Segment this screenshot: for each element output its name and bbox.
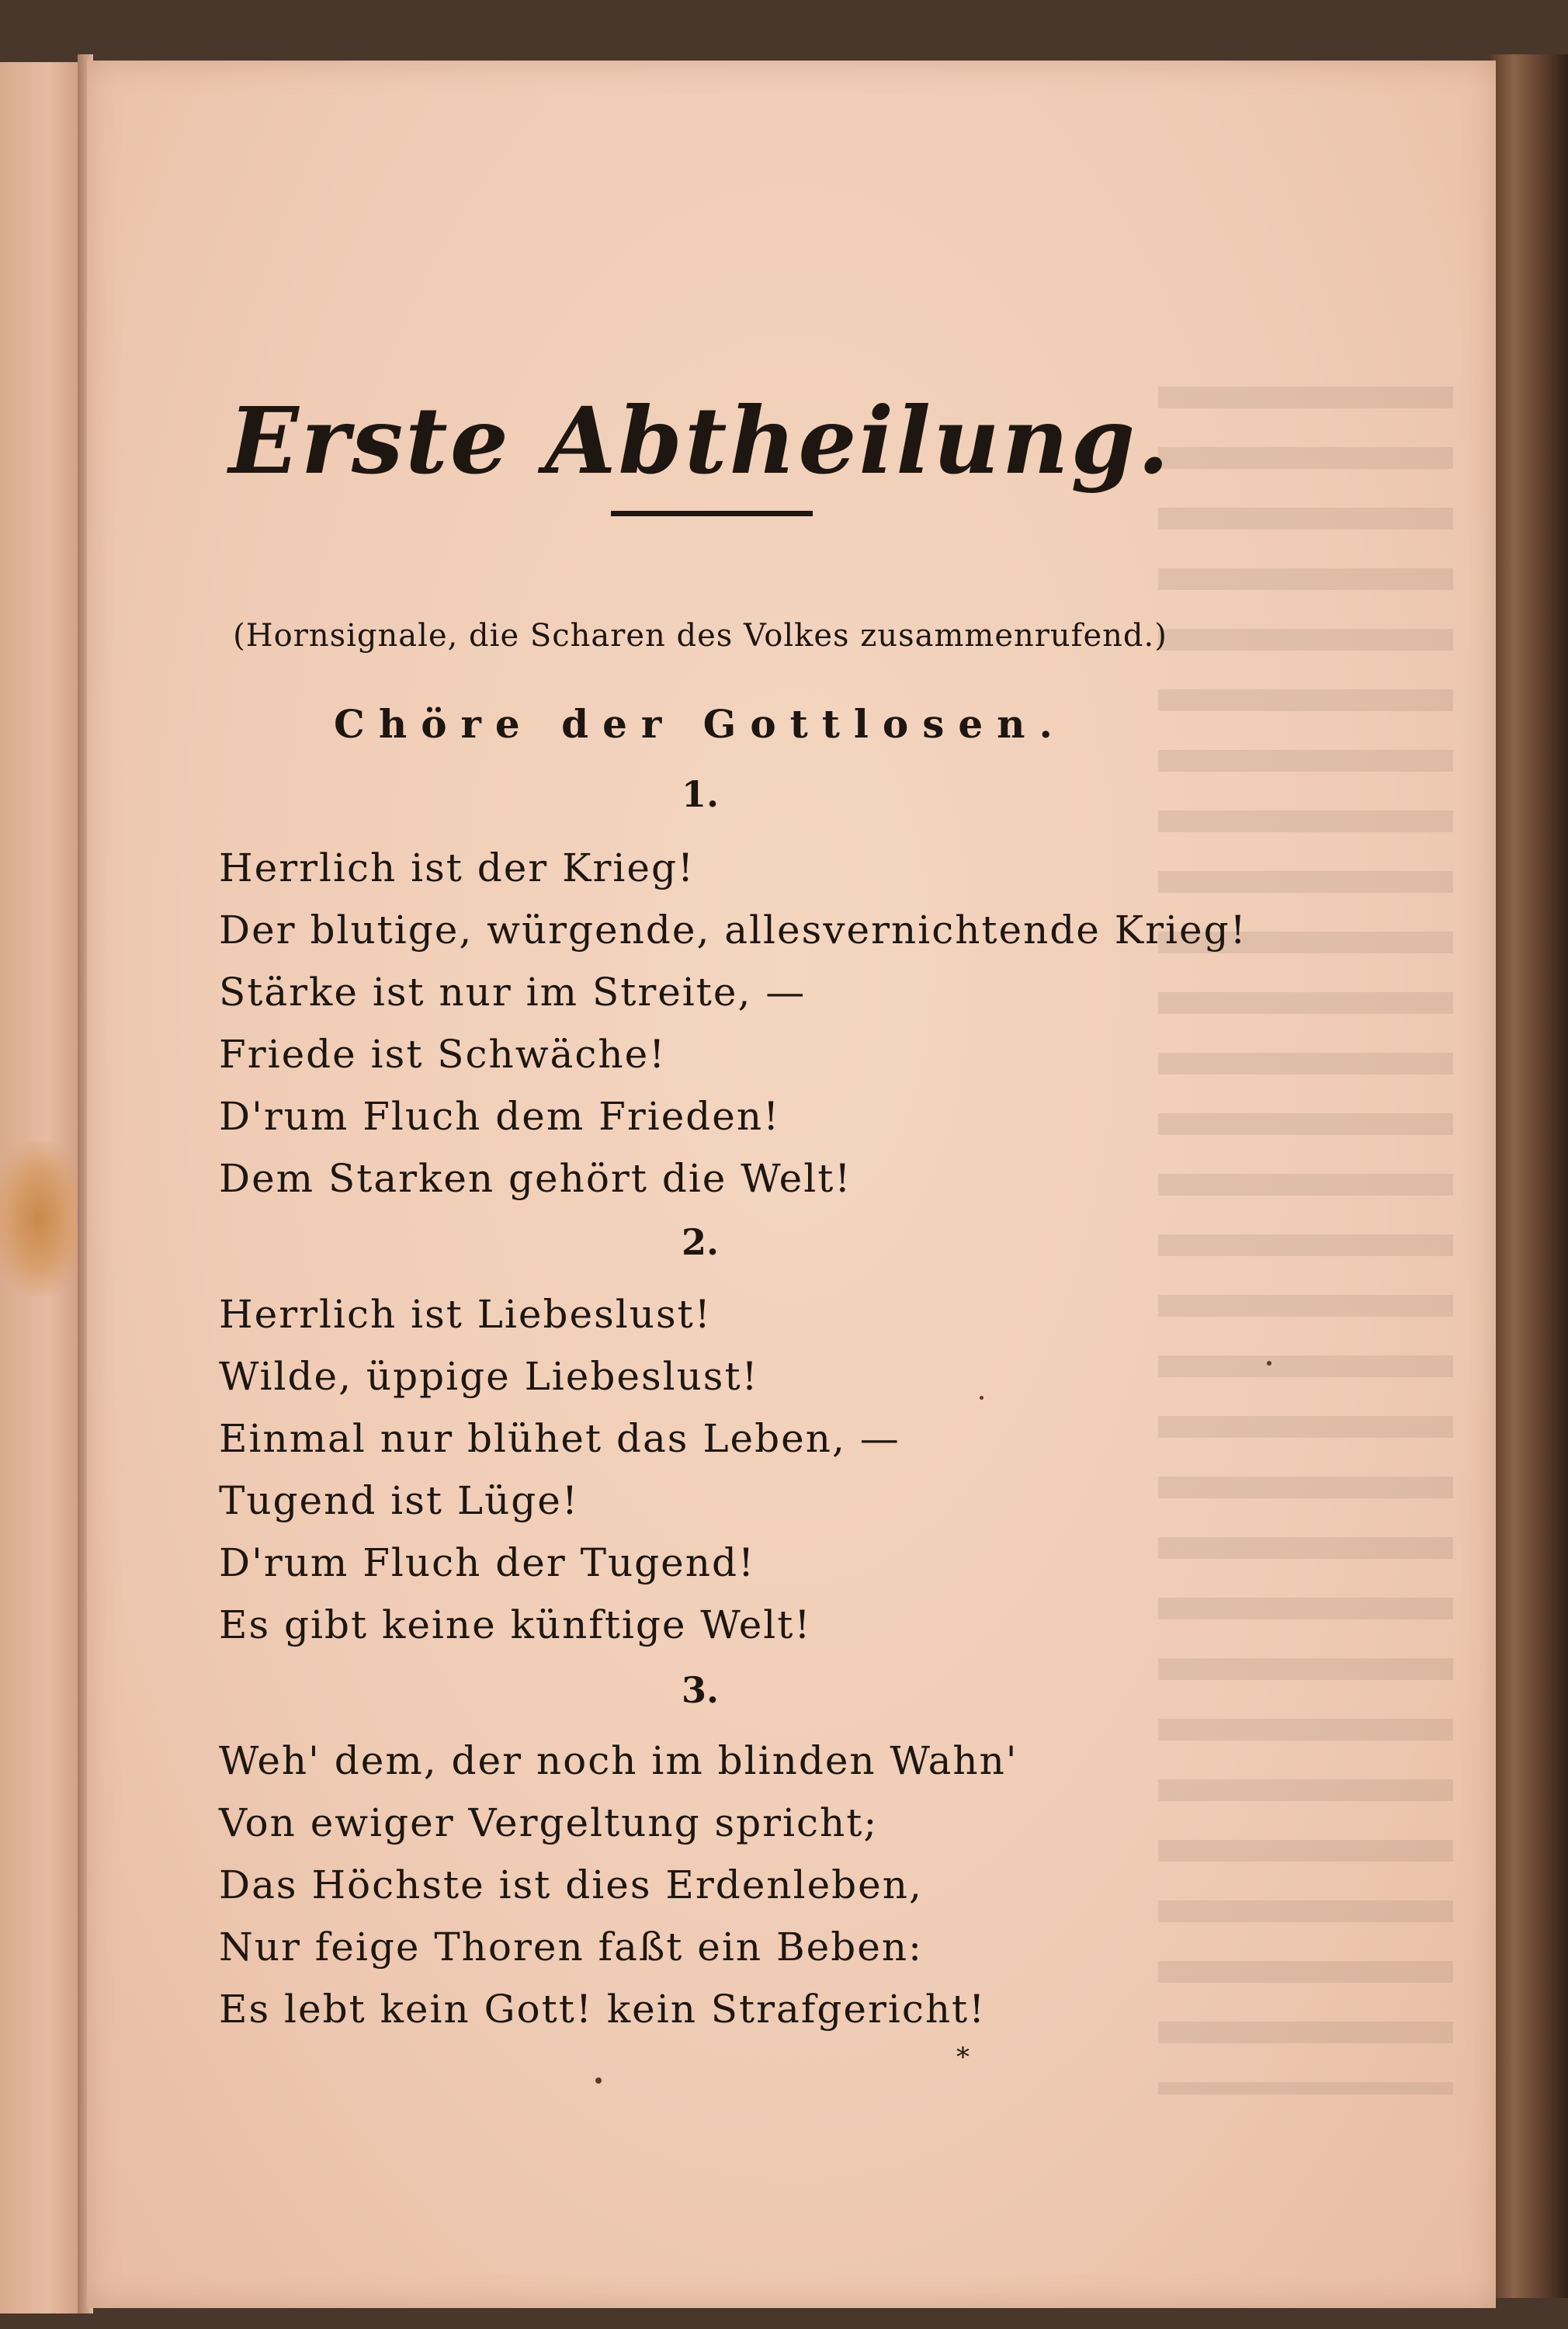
verse-line: Der blutige, würgende, allesvernichtende Krieg! <box>219 908 1247 953</box>
verse-line: Es lebt kein Gott! kein Strafgericht! <box>219 1987 987 2032</box>
verse-line: Wilde, üppige Liebeslust! <box>219 1354 759 1399</box>
verse-line: Das Höchste ist dies Erdenleben, <box>219 1862 923 1907</box>
verse-line: D'rum Fluch der Tugend! <box>219 1540 756 1585</box>
stage-direction: (Hornsignale, die Scharen des Volkes zusammenrufend.) <box>233 618 1167 654</box>
verse-line: Nur feige Thoren faßt ein Beben: <box>219 1925 923 1970</box>
stanza-2 <box>219 1283 1383 1656</box>
verse-line: Weh' dem, der noch im blinden Wahn' <box>219 1738 1018 1783</box>
footnote-mark: * <box>956 2042 970 2073</box>
stanza-number-1: 1. <box>681 773 720 815</box>
verse-line: Dem Starken gehört die Welt! <box>219 1156 852 1201</box>
book-binding <box>1490 54 1568 2298</box>
stanza-3 <box>219 1730 1383 2040</box>
verse-line: Herrlich ist der Krieg! <box>219 845 696 890</box>
verse-line: Von ewiger Vergeltung spricht; <box>219 1800 879 1845</box>
verse-line: Friede ist Schwäche! <box>219 1032 667 1077</box>
ink-speck <box>980 1396 983 1400</box>
stanza-number-2: 2. <box>681 1221 720 1263</box>
section-title: Erste Abtheilung. <box>228 387 1172 495</box>
verse-line: Es gibt keine künftige Welt! <box>219 1602 812 1647</box>
verse-line: Einmal nur blühet das Leben, — <box>219 1416 900 1461</box>
verse-line: Stärke ist nur im Streite, — <box>219 970 807 1015</box>
stanza-1 <box>219 837 1383 1210</box>
page-stain <box>0 1141 85 1296</box>
verse-line: D'rum Fluch dem Frieden! <box>219 1094 781 1139</box>
ink-speck <box>595 2077 602 2084</box>
stanza-number-3: 3. <box>681 1669 720 1711</box>
verse-line: Herrlich ist Liebeslust! <box>219 1292 712 1337</box>
title-rule <box>611 511 813 516</box>
book-page <box>87 61 1496 2308</box>
ink-speck <box>1267 1361 1271 1366</box>
verse-line: Tugend ist Lüge! <box>219 1478 579 1523</box>
chorus-heading: Chöre der Gottlosen. <box>334 701 1067 747</box>
page-content <box>87 61 1496 2308</box>
